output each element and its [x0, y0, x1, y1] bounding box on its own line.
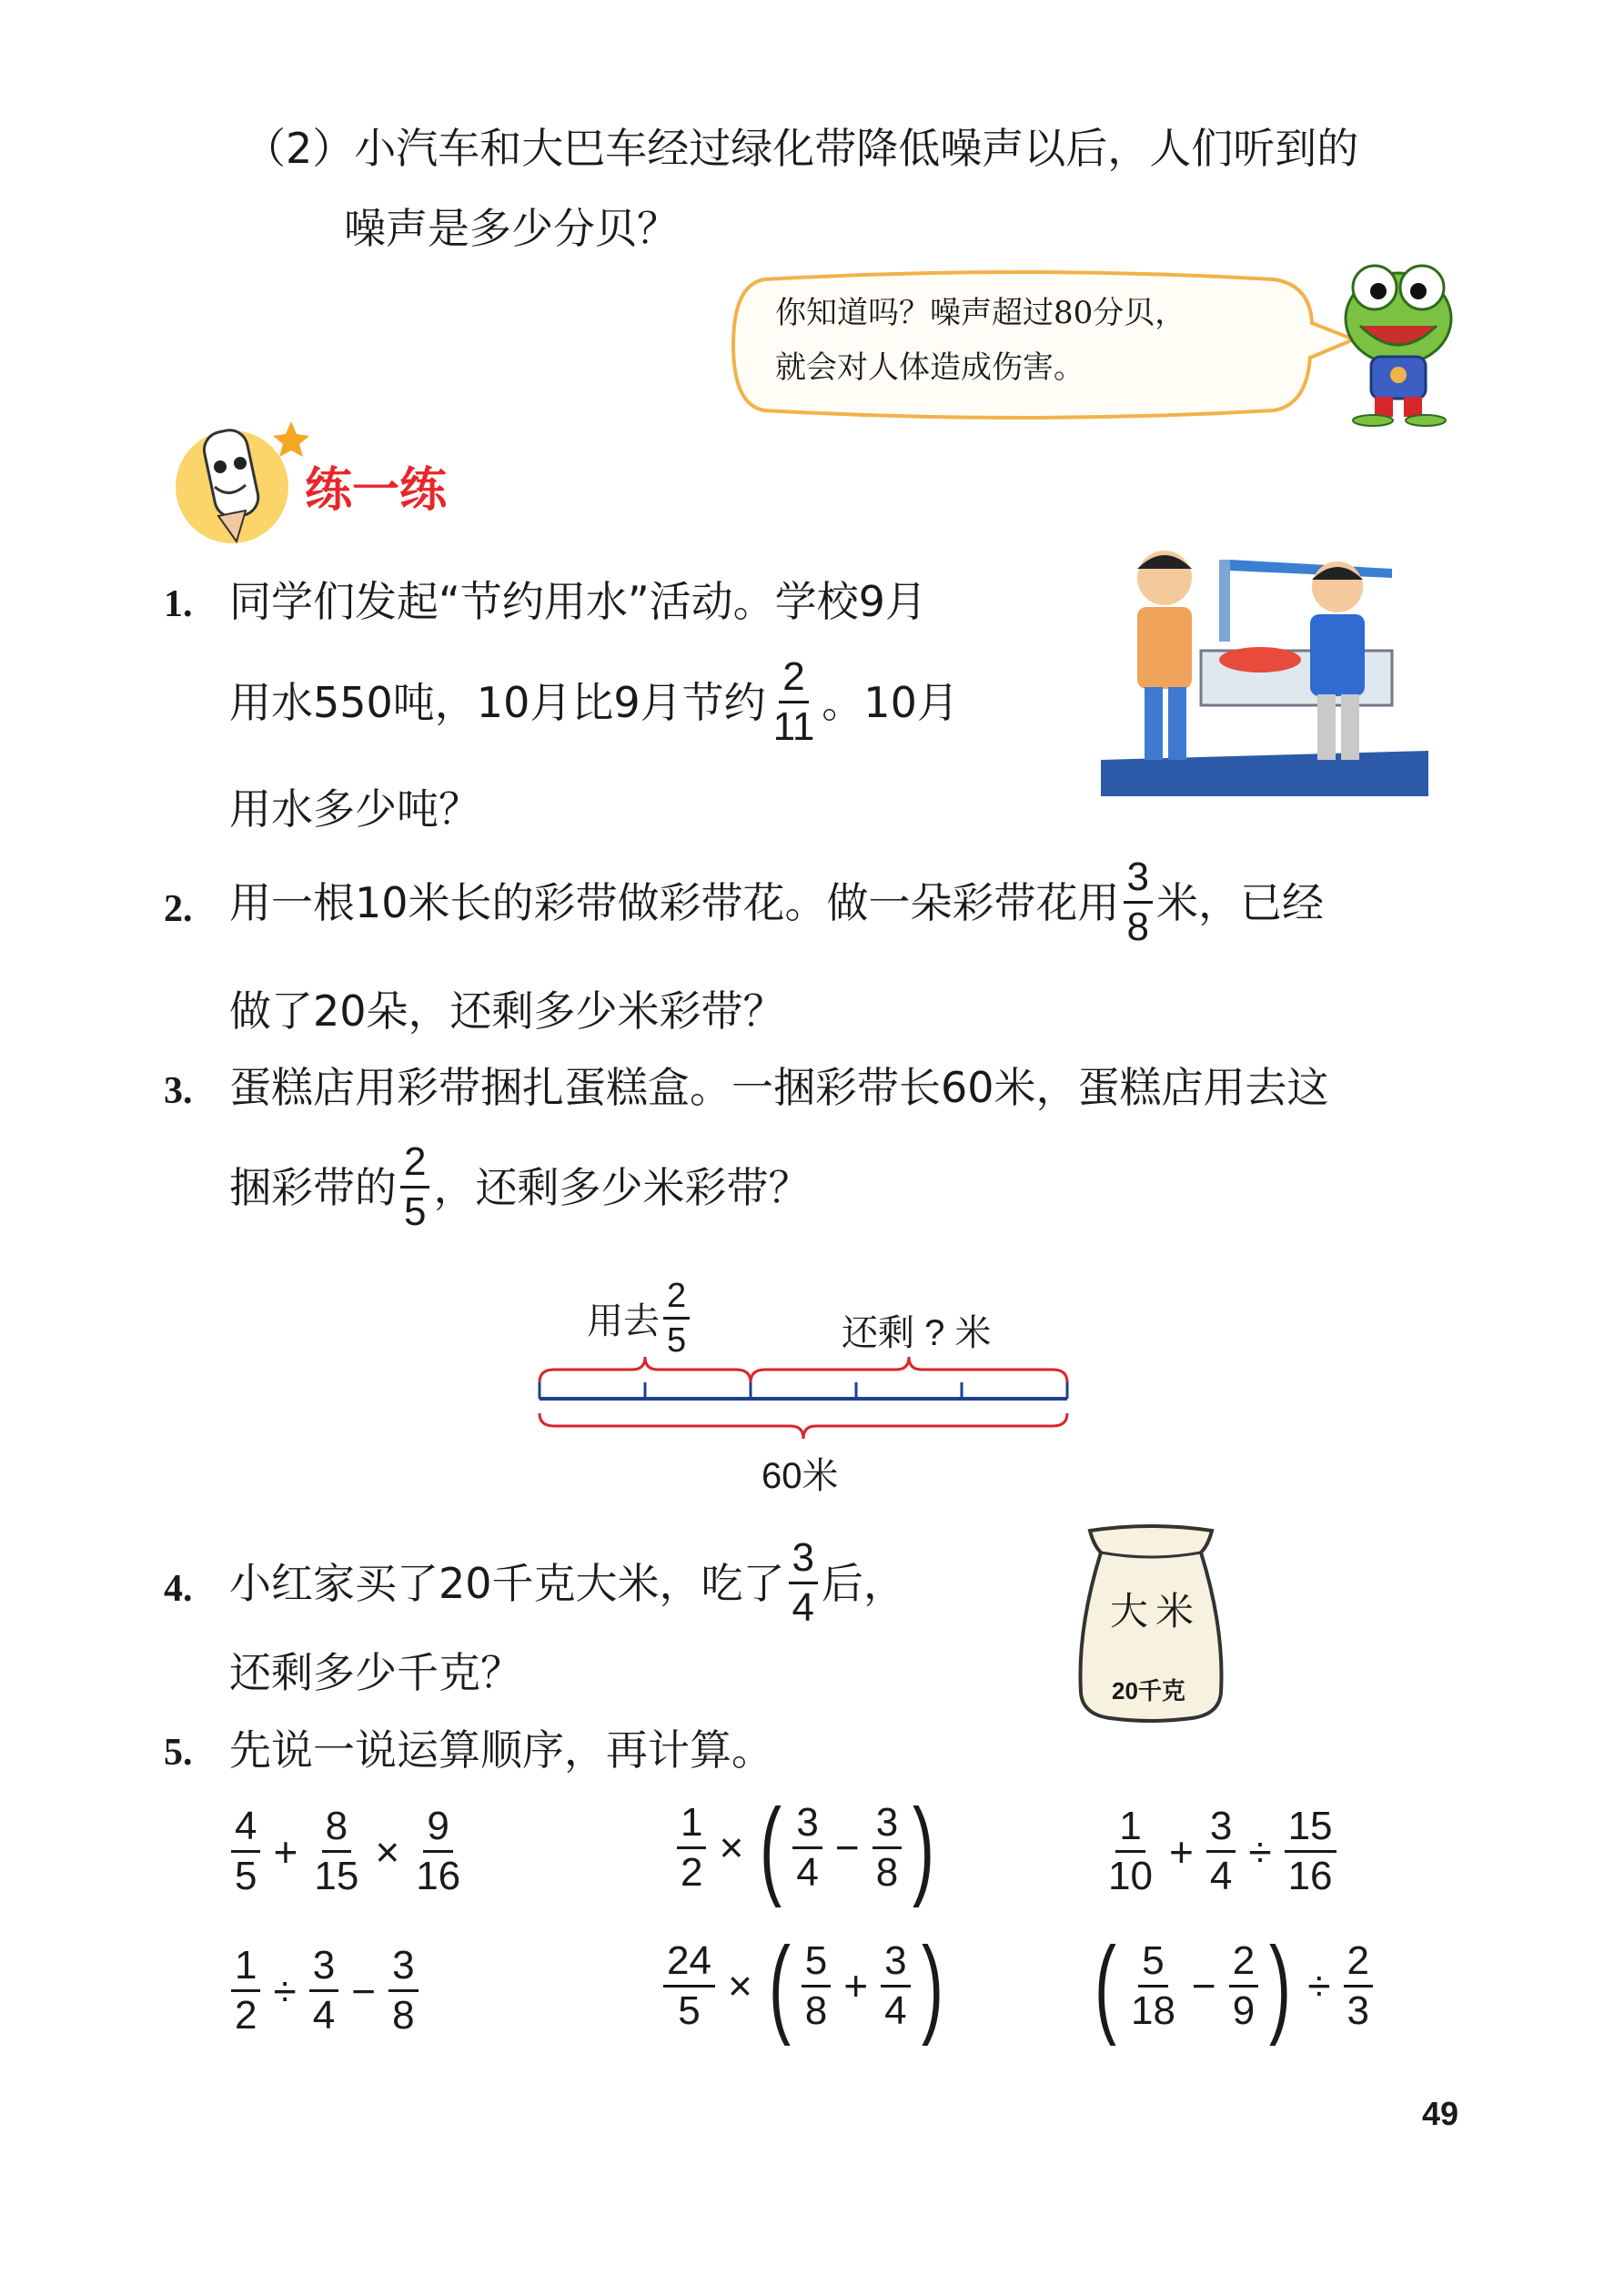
bubble-line1: 你知道吗？噪声超过80分贝， — [775, 295, 1186, 331]
expression-6: ( $\frac{5}{18}$ − $\frac{2}{9}$ ) ÷ $\frac{2}{3}$ — [1087, 1931, 1377, 2040]
problem-2-line1-text: 用一根10米长的彩带做彩带花。做一朵彩带花用 — [229, 877, 1120, 927]
problem-4-line1 — [229, 1535, 906, 1630]
diagram-used-brace — [540, 1357, 751, 1382]
problem-5-number: 5. — [164, 1732, 193, 1774]
fraction-2-5: $\frac{2}{5}$ — [400, 1142, 429, 1232]
problem-1-line2-suffix: 。10月 — [822, 677, 959, 727]
problem-1-number: 1. — [164, 583, 193, 625]
frog-mascot-icon — [1342, 255, 1456, 428]
rice-bag-weight: 20千克 — [1112, 1677, 1185, 1704]
water-saving-illustration-icon — [1101, 532, 1428, 796]
diagram-used-label: 用去 $\frac{2}{5}$ — [587, 1279, 693, 1358]
rice-bag-title: 大米 — [1110, 1589, 1202, 1633]
fraction-3-4: $\frac{3}{4}$ — [789, 1538, 818, 1628]
ribbon-diagram — [532, 1260, 1078, 1497]
problem-2-line1 — [229, 857, 1324, 947]
fraction-3-8: $\frac{3}{8}$ — [1124, 857, 1153, 947]
problem-1-line3: 用水多少吨？ — [229, 784, 480, 834]
problem-2-line2: 做了20朵，还剩多少米彩带？ — [229, 986, 785, 1036]
expression-4: $\frac{1}{2}$ ÷ $\frac{3}{4}$ − $\frac{3}{8}$ — [227, 1946, 422, 2036]
pencil-mascot-icon — [164, 414, 309, 551]
diagram-remain-label: 还剩 ? 米 — [842, 1313, 992, 1353]
fraction-2-11: $\frac{2}{11}$ — [772, 654, 815, 749]
problem-1-line1: 同学们发起“节约用水”活动。学校9月 — [229, 577, 927, 626]
speech-bubble — [728, 268, 1310, 419]
expression-2: $\frac{1}{2}$ × ( $\frac{3}{4}$ − $\frac{3}{8}$ ) — [673, 1793, 942, 1902]
diagram-total-brace — [540, 1413, 1067, 1439]
rice-bag-icon — [1064, 1520, 1237, 1725]
problem-4-number: 4. — [164, 1568, 193, 1610]
problem-3-number: 3. — [164, 1070, 193, 1112]
question-2-line2: 噪声是多少分贝？ — [344, 204, 679, 253]
section-title: 练一练 — [305, 463, 448, 518]
problem-1-line2-text: 用水550吨，10月比9月节约 — [229, 677, 766, 727]
problem-3-line2-suffix: ，还剩多少米彩带？ — [433, 1162, 811, 1212]
problem-3-line1: 蛋糕店用彩带捆扎蛋糕盒。一捆彩带长60米，蛋糕店用去这 — [229, 1063, 1329, 1112]
problem-3-line2 — [229, 1139, 811, 1234]
problem-4-line1-suffix: 后， — [822, 1558, 906, 1608]
problem-4-line1-text: 小红家买了20千克大米，吃了 — [229, 1558, 785, 1608]
page-number: 49 — [1422, 2095, 1459, 2132]
problem-4-line2: 还剩多少千克？ — [229, 1648, 522, 1697]
problem-1-line2 — [229, 654, 959, 749]
problem-5-line1: 先说一说运算顺序，再计算。 — [229, 1725, 773, 1775]
diagram-remain-brace — [751, 1357, 1067, 1382]
bubble-line2: 就会对人体造成伤害。 — [775, 349, 1084, 386]
question-2-line1: （2）小汽车和大巴车经过绿化带降低噪声以后，人们听到的 — [244, 124, 1359, 173]
problem-2-line1-suffix: 米，已经 — [1156, 877, 1325, 927]
diagram-total-label: 60米 — [762, 1456, 839, 1496]
expression-3: $\frac{1}{10}$ + $\frac{3}{4}$ ÷ $\frac{15}{16}$ — [1101, 1806, 1340, 1896]
problem-2-number: 2. — [164, 888, 193, 930]
expression-5: $\frac{24}{5}$ × ( $\frac{5}{8}$ + $\frac{3}{4}$ ) — [660, 1931, 951, 2040]
problem-3-line2-text: 捆彩带的 — [229, 1162, 397, 1212]
expression-1: $\frac{4}{5}$ + $\frac{8}{15}$ × $\frac{9}{16}$ — [227, 1806, 468, 1896]
diagram-used-fraction: $\frac{2}{5}$ — [663, 1279, 690, 1358]
